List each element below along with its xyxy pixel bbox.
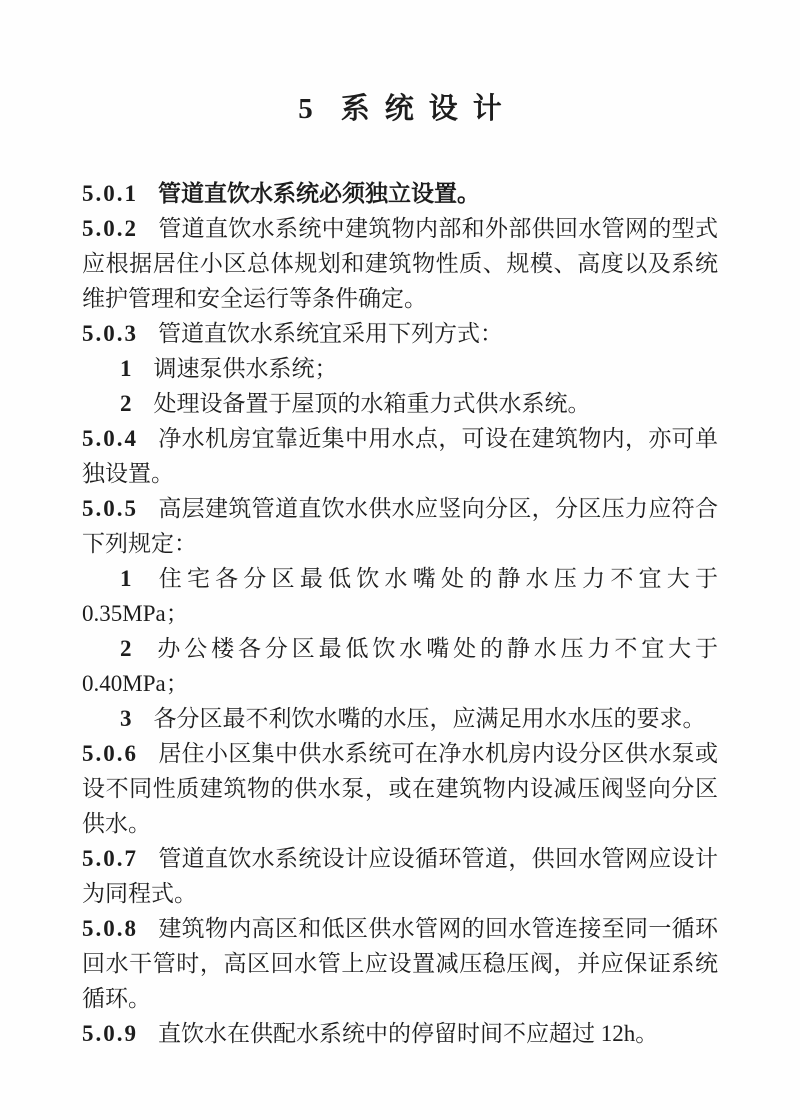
clause-number: 5.0.2 [82,216,138,241]
sub-item-number: 2 [120,636,132,661]
clause-number: 5.0.9 [82,1021,138,1046]
clause-text: 管道直饮水系统必须独立设置。 [158,181,480,206]
sub-item-5-0-5-3 [82,701,718,736]
clause-number: 5.0.8 [82,916,138,941]
clause-5-0-4 [82,421,718,491]
clause-text: 管道直饮水系统设计应设循环管道，供回水管网应设计为同程式。 [82,846,718,906]
sub-item-number: 1 [120,356,132,381]
clause-5-0-7 [82,841,718,911]
clause-number: 5.0.7 [82,846,138,871]
sub-item-text: 办公楼各分区最低饮水嘴处的静水压力不宜大于0.40MPa； [82,636,718,696]
sub-item-text: 调速泵供水系统； [153,356,338,381]
sub-item-text: 住宅各分区最低饮水嘴处的静水压力不宜大于0.35MPa； [82,566,718,626]
clause-text: 净水机房宜靠近集中用水点，可设在建筑物内，亦可单独设置。 [82,426,718,486]
sub-item-number: 1 [120,566,132,591]
sub-item-5-0-3-1 [82,351,718,386]
document-body [82,176,718,1051]
page-title [0,0,800,126]
clause-number: 5.0.1 [82,181,138,206]
clause-5-0-6 [82,736,718,841]
clause-text: 直饮水在供配水系统中的停留时间不应超过 12h。 [158,1021,659,1046]
clause-number: 5.0.4 [82,426,138,451]
clause-5-0-1 [82,176,718,211]
clause-text: 管道直饮水系统中建筑物内部和外部供回水管网的型式应根据居住小区总体规划和建筑物性质、规模、高度以及系统维护管理和安全运行等条件确定。 [82,216,718,311]
chapter-number: 5 [298,93,313,125]
clause-5-0-5 [82,491,718,561]
clause-text: 建筑物内高区和低区供水管网的回水管连接至同一循环回水干管时，高区回水管上应设置减压稳压阀，并应保证系统循环。 [82,916,718,1011]
sub-item-text: 各分区最不利饮水嘴的水压，应满足用水水压的要求。 [153,706,706,731]
clause-5-0-9 [82,1016,718,1051]
clause-text: 居住小区集中供水系统可在净水机房内设分区供水泵或设不同性质建筑物的供水泵，或在建筑物内设减压阀竖向分区供水。 [82,741,718,836]
clause-5-0-3 [82,316,718,351]
sub-item-text: 处理设备置于屋顶的水箱重力式供水系统。 [153,391,591,416]
sub-item-number: 3 [120,706,132,731]
clause-text: 高层建筑管道直饮水供水应竖向分区，分区压力应符合下列规定： [82,496,718,556]
sub-item-5-0-5-2 [82,631,718,701]
clause-number: 5.0.6 [82,741,138,766]
clause-5-0-8 [82,911,718,1016]
chapter-title: 系统设计 [340,93,517,125]
clause-number: 5.0.3 [82,321,138,346]
clause-number: 5.0.5 [82,496,138,521]
sub-item-5-0-5-1 [82,561,718,631]
sub-item-5-0-3-2 [82,386,718,421]
clause-text: 管道直饮水系统宜采用下列方式： [158,321,503,346]
clause-5-0-2 [82,211,718,316]
sub-item-number: 2 [120,391,132,416]
